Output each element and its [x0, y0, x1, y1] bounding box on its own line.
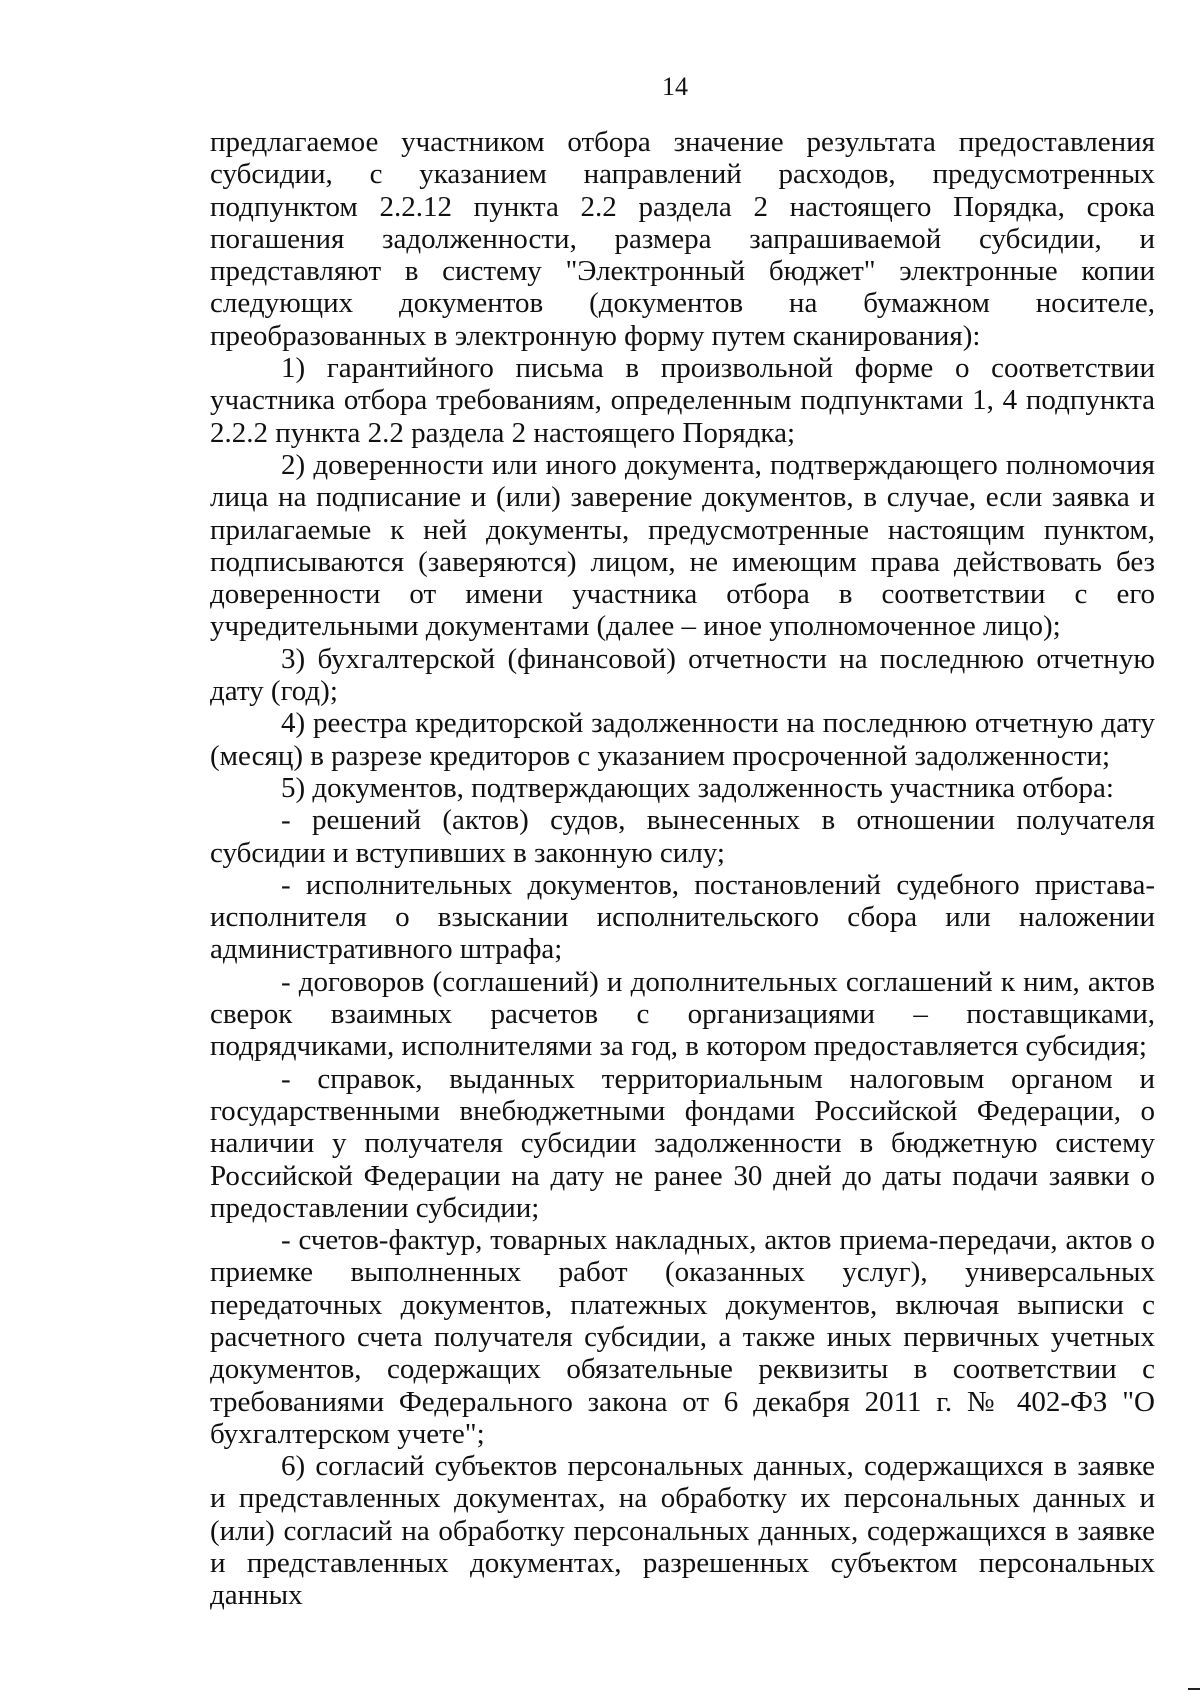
list-item-4: 4) реестра кредиторской задолженности на последнюю отчетную дату (месяц) в разрезе кредиторов с указанием просроченной задолженности; [210, 707, 1155, 772]
page-number: 14 [662, 72, 688, 101]
list-item-1: 1) гарантийного письма в произвольной форме о соответствии участника отбора требованиям, определенным подпунктами 1, 4 подпункта 2.2.2 пункта 2.2 раздела 2 настоящего Порядка; [210, 352, 1155, 449]
list-item-3: 3) бухгалтерской (финансовой) отчетности на последнюю отчетную дату (год); [210, 642, 1155, 708]
scan-edge-mark [1188, 1688, 1200, 1690]
paragraph-intro: предлагаемое участником отбора значение результата предоставления субсидии, с указанием направлений расходов, предусмотренных подпунктом 2.2.12 пункта 2.2 раздела 2 настоящего Порядка, срока погашения задолженности, размера запрашиваемой субсидии, и представляют в систему "Электронный бюджет" электронные копии следующих документов (документов на бумажном носителе, преобразованных в электронную форму путем сканирования): [210, 126, 1155, 352]
list-item-5: 5) документов, подтверждающих задолженность участника отбора: [281, 771, 1114, 804]
list-item-2: 2) доверенности или иного документа, подтверждающего полномочия лица на подписание и (или) заверение документов, в случае, если заявка и прилагаемые к ней документы, предусмотренные настоящим пунктом, подписываются (заверяются) лицом, не имеющим права действовать без доверенности от имени участника отбора в соответствии с его учредительными документами (далее – иное уполномоченное лицо); [210, 448, 1155, 643]
sub-item-contracts: - договоров (соглашений) и дополнительных соглашений к ним, актов сверок взаимных расчетов с организациями – поставщиками, подрядчиками, исполнителями за год, в котором предоставляется субсидия; [210, 965, 1155, 1063]
document-body [210, 126, 1155, 1612]
sub-item-court-decisions: - решений (актов) судов, вынесенных в отношении получателя субсидии и вступивших в законную силу; [210, 804, 1155, 869]
list-item-6: 6) согласий субъектов персональных данных, содержащихся в заявке и представленных документах, на обработку их персональных данных и (или) согласий на обработку персональных данных, содержащихся в заявке и представленных документах, разрешенных субъектом персональных данных [210, 1450, 1155, 1612]
sub-item-enforcement-documents: - исполнительных документов, постановлений судебного пристава-исполнителя о взыскании исполнительского сбора или наложении административного штрафа; [210, 868, 1155, 966]
sub-item-tax-certificates: - справок, выданных территориальным налоговым органом и государственными внебюджетными фондами Российской Федерации, о наличии у получателя субсидии задолженности в бюджетную систему Российской Федерации на дату не ранее 30 дней до даты подачи заявки о предоставлении субсидии; [210, 1062, 1155, 1224]
sub-item-invoices: - счетов-фактур, товарных накладных, актов приема-передачи, актов о приемке выполненных работ (оказанных услуг), универсальных передаточных документов, платежных документов, включая выписки с расчетного счета получателя субсидии, а также иных первичных учетных документов, содержащих обязательные реквизиты в соответствии с требованиями Федерального закона от 6 декабря 2011 г. № 402-ФЗ "О бухгалтерском учете"; [210, 1224, 1155, 1450]
